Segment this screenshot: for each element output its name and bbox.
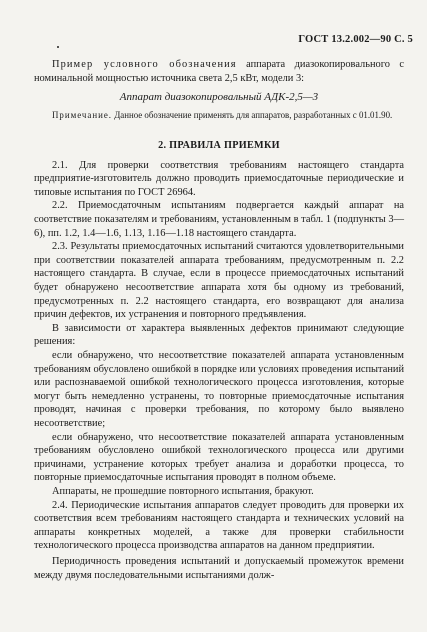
paragraph-decisions-intro: В зависимости от характера выявленных дефектов принимают следующие решения:: [34, 322, 404, 348]
paragraph-decision-2: если обнаружено, что несоответствие показателей аппарата установленным требованиям обусловлено ошибкой технологического процесса или другими причинами, устранение которых требует анализа и доработки процесса, то повторные приемосдаточные испытания проводят в полном объеме.: [34, 431, 404, 484]
note-text: Данное обозначение применять для аппаратов, разработанных с 01.01.90.: [112, 110, 393, 121]
body-text: [34, 58, 404, 582]
note: [34, 110, 404, 122]
running-head: ГОСТ 13.2.002—90 С. 5: [298, 34, 413, 45]
paragraph-rejected: Аппараты, не прошедшие повторного испытания, бракуют.: [52, 485, 314, 497]
paragraph-decision-1: если обнаружено, что несоответствие показателей аппарата установленным требованиям обусловлено ошибкой в порядке или условиях проведения испытаний или распознаваемой ошибкой технологического процесса изготовления, которые могут быть немедленно устранены, то повторные приемосдаточные испытания проводят, начиная с проверки требования, по которому было выявлено несоответствие;: [34, 350, 404, 429]
example-designation: Аппарат диазокопировальный АДК-2,5—3: [119, 91, 319, 104]
paragraph-periodicity: Периодичность проведения испытаний и допускаемый промежуток времени между двумя последовательными испытаниями долж-: [34, 555, 404, 581]
example-intro: [34, 58, 404, 85]
paragraph-2-3: 2.3. Результаты приемосдаточных испытаний считаются удовлетворительными при соответствии показателей аппарата требованиям, предусмотренным п. 2.2 настоящего стандарта. В случае, если в процессе приемосдаточных испытаний будет обнаружено несоответствие аппарата хотя бы одному из требований, предусмотренных п. 2.2 настоящего стандарта, его возвращают для анализа причин дефектов, их устранения и повторного предъявления.: [34, 241, 404, 321]
example-intro-text: аппарата диазокопировального с номинальной мощностью источника света 2,5 кВт, модели 3:: [34, 59, 404, 84]
paragraph-2-1: 2.1. Для проверки соответствия требованиям настоящего стандарта предприятие-изготовитель должно проводить приемосдаточные периодические и типовые испытания по ГОСТ 26964.: [34, 159, 404, 198]
paragraph-2-4: 2.4. Периодические испытания аппаратов следует проводить для проверки их соответствия всем требованиям настоящего стандарта и технических условий на аппараты конкретных моделей, а также для проверки стабильности технологического процесса производства аппаратов на данном предприятии.: [34, 499, 404, 552]
margin-mark: [57, 46, 59, 48]
section-title: 2. ПРАВИЛА ПРИЕМКИ: [158, 139, 280, 151]
note-label: Примечание.: [52, 110, 112, 121]
paragraph-2-2: 2.2. Приемосдаточным испытаниям подвергается каждый аппарат на соответствие показателям и требованиям, установленным в табл. 1 (подпункты 3—6), пп. 1.2, 1.4—1.6, 1.13, 1.16—1.18 настоящего стандарта.: [34, 200, 404, 239]
example-intro-label: Пример условного обозначения: [52, 59, 237, 70]
